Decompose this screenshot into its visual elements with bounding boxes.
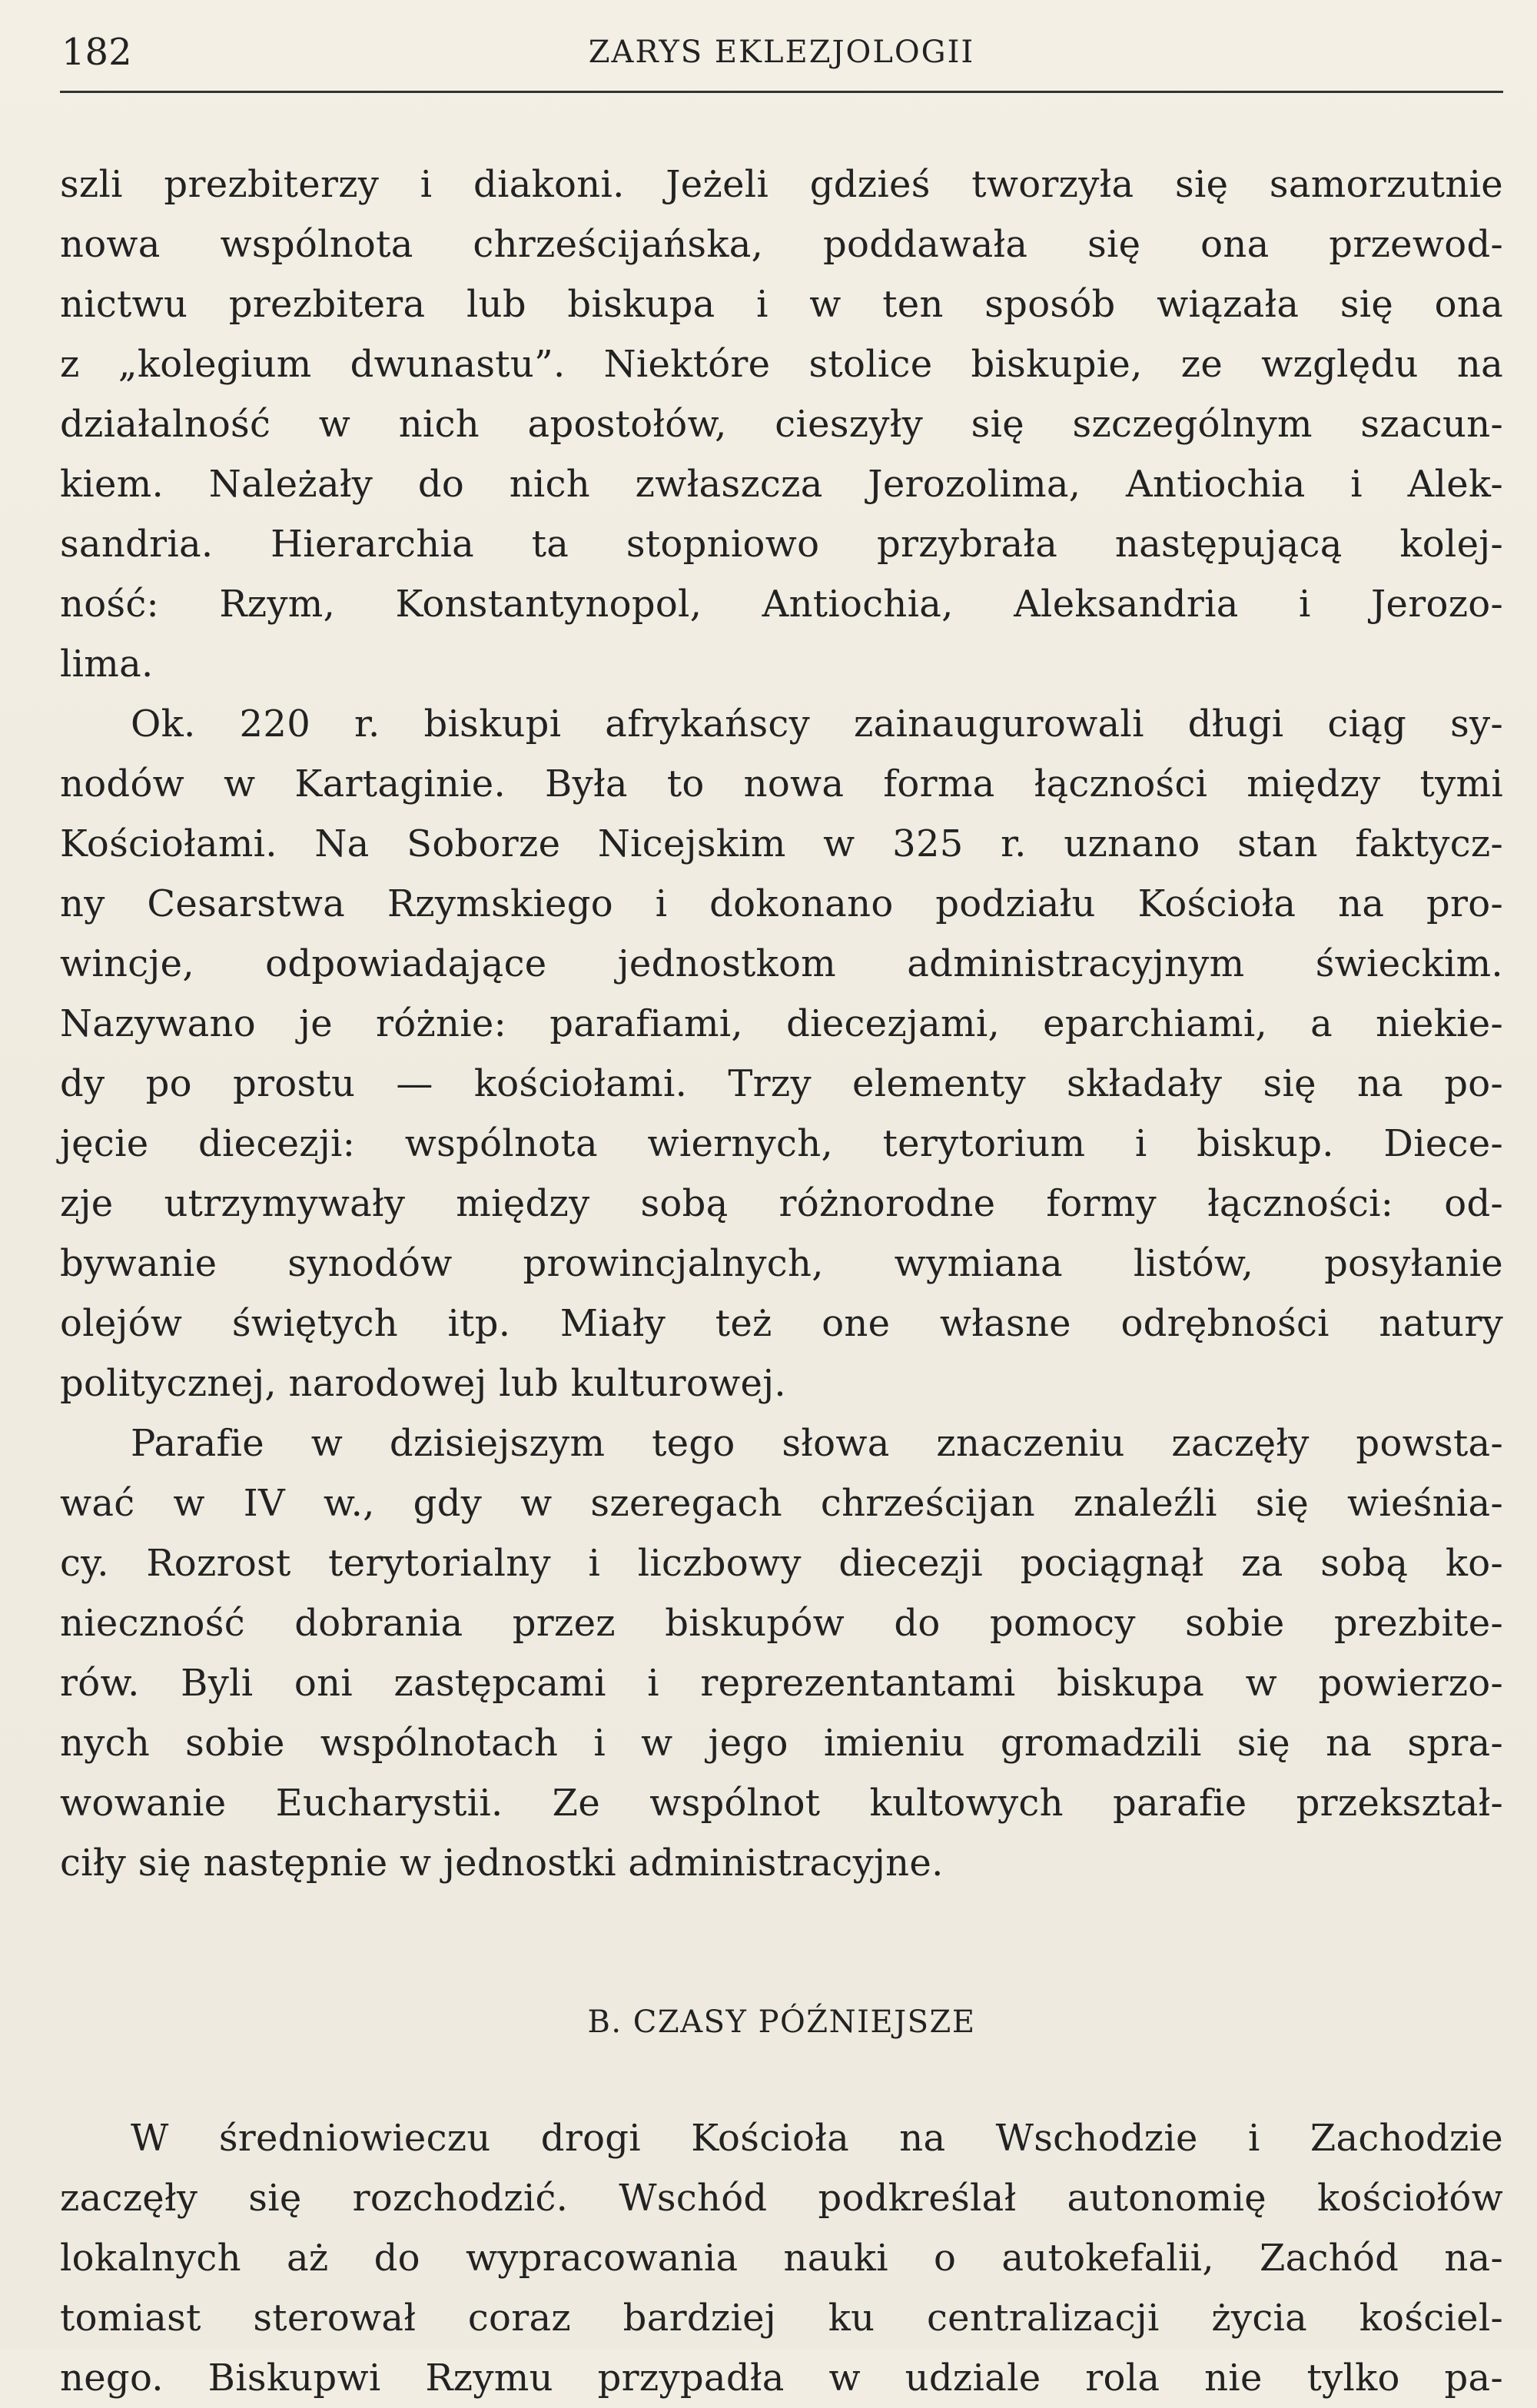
- section-heading: B. CZASY PÓŹNIEJSZE: [587, 2004, 976, 2040]
- text-line: nowa wspólnota chrześcijańska, poddawała się ona przewod-: [60, 223, 1503, 266]
- text-line: działalność w nich apostołów, cieszyły się szczególnym szacun-: [60, 403, 1503, 446]
- text-line: W średniowieczu drogi Kościoła na Wschodzie i Zachodzie: [131, 2117, 1503, 2160]
- running-head: ZARYS EKLEZJOLOGII: [588, 35, 975, 70]
- text-line: lima.: [60, 643, 154, 686]
- text-line: bywanie synodów prowincjalnych, wymiana listów, posyłanie: [60, 1242, 1503, 1285]
- text-line: nictwu prezbitera lub biskupa i w ten sposób wiązała się ona: [60, 283, 1503, 326]
- text-line: wincje, odpowiadające jednostkom administracyjnym świeckim.: [60, 942, 1503, 985]
- text-line: szli prezbiterzy i diakoni. Jeżeli gdzieś tworzyła się samorzutnie: [60, 163, 1503, 206]
- text-line: Ok. 220 r. biskupi afrykańscy zainaugurowali długi ciąg sy-: [131, 702, 1503, 746]
- text-line: tomiast sterował coraz bardziej ku centralizacji życia kościel-: [60, 2297, 1503, 2340]
- text-line: politycznej, narodowej lub kulturowej.: [60, 1362, 786, 1405]
- text-line: wać w IV w., gdy w szeregach chrześcijan znaleźli się wieśnia-: [60, 1482, 1503, 1525]
- text-line: ność: Rzym, Konstantynopol, Antiochia, Aleksandria i Jerozo-: [60, 583, 1503, 626]
- text-line: Nazywano je różnie: parafiami, diecezjami, eparchiami, a niekie-: [60, 1002, 1503, 1045]
- text-line: zaczęły się rozchodzić. Wschód podkreślał autonomię kościołów: [60, 2177, 1503, 2220]
- text-line: ciły się następnie w jednostki administracyjne.: [60, 1842, 944, 1885]
- text-line: wowanie Eucharystii. Ze wspólnot kultowych parafie przekształ-: [60, 1782, 1503, 1825]
- text-line: nieczność dobrania przez biskupów do pomocy sobie prezbite-: [60, 1602, 1503, 1645]
- text-line: olejów świętych itp. Miały też one własne odrębności natury: [60, 1302, 1503, 1345]
- page-number: 182: [61, 31, 132, 74]
- text-line: Kościołami. Na Soborze Nicejskim w 325 r. uznano stan faktycz-: [60, 822, 1503, 865]
- text-line: nego. Biskupwi Rzymu przypadła w udziale rola nie tylko pa-: [60, 2357, 1503, 2400]
- text-line: nodów w Kartaginie. Była to nowa forma łączności między tymi: [60, 762, 1503, 805]
- text-line: Parafie w dzisiejszym tego słowa znaczeniu zaczęły powsta-: [131, 1422, 1503, 1465]
- text-line: dy po prostu — kościołami. Trzy elementy składały się na po-: [60, 1062, 1503, 1105]
- text-line: sandria. Hierarchia ta stopniowo przybrała następującą kolej-: [60, 523, 1503, 566]
- body-text: [60, 154, 1503, 2408]
- page-header: [60, 0, 1503, 93]
- text-line: jęcie diecezji: wspólnota wiernych, terytorium i biskup. Diece-: [60, 1122, 1503, 1165]
- text-line: ny Cesarstwa Rzymskiego i dokonano podziału Kościoła na pro-: [60, 882, 1503, 925]
- text-line: cy. Rozrost terytorialny i liczbowy diecezji pociągnął za sobą ko-: [60, 1542, 1503, 1585]
- text-line: z „kolegium dwunastu”. Niektóre stolice biskupie, ze względu na: [60, 343, 1503, 386]
- text-line: lokalnych aż do wypracowania nauki o autokefalii, Zachód na-: [60, 2237, 1503, 2280]
- text-line: nych sobie wspólnotach i w jego imieniu gromadzili się na spra-: [60, 1722, 1503, 1765]
- text-line: zje utrzymywały między sobą różnorodne formy łączności: od-: [60, 1182, 1503, 1225]
- text-line: kiem. Należały do nich zwłaszcza Jerozolima, Antiochia i Alek-: [60, 463, 1503, 506]
- text-line: rów. Byli oni zastępcami i reprezentantami biskupa w powierzo-: [60, 1662, 1503, 1705]
